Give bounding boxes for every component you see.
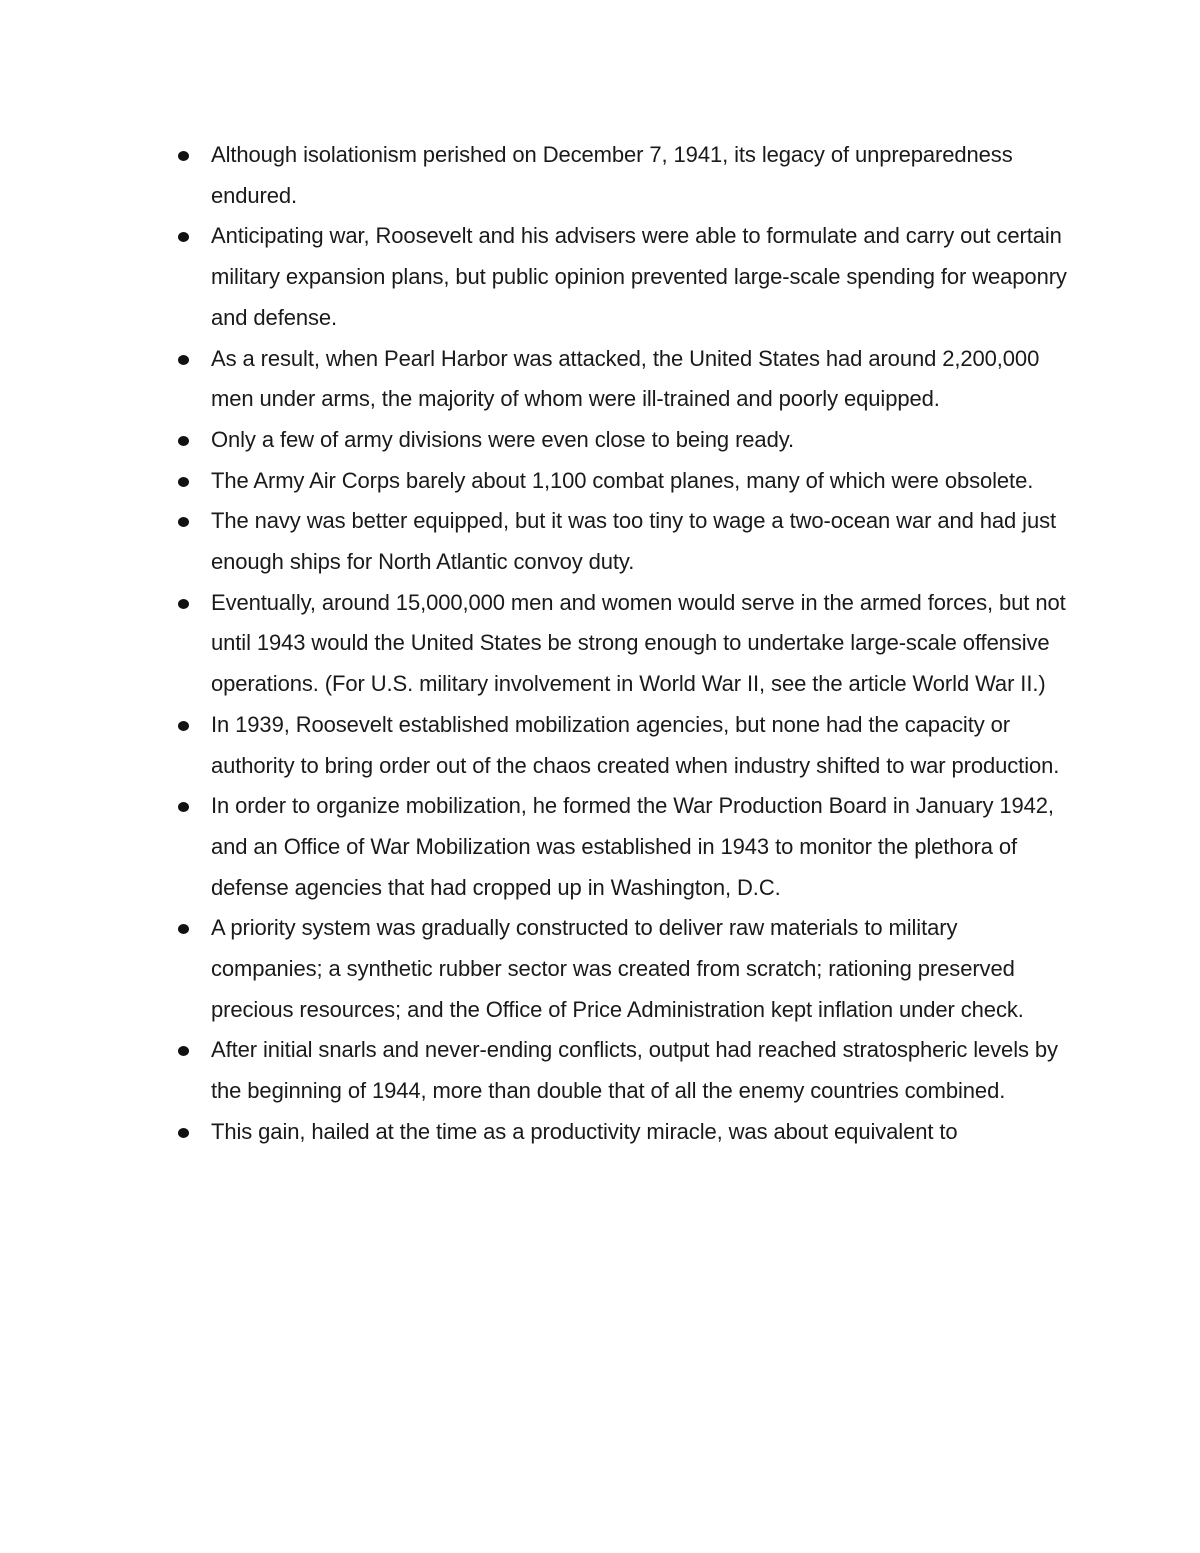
list-item <box>0 1030 1071 1111</box>
bullet-dot-icon <box>178 355 189 365</box>
list-item <box>0 1112 1071 1153</box>
list-item <box>0 216 1071 338</box>
bullet-text: Eventually, around 15,000,000 men and women would serve in the armed forces, but not until 1943 would the United States be strong enough to undertake large-scale offensive operations. (For U.S. military involvement in World War II, see the article World War II.) <box>211 589 1066 697</box>
bullet-text: Only a few of army divisions were even close to being ready. <box>211 426 794 452</box>
bullet-dot-icon <box>178 151 189 161</box>
list-item <box>0 420 1071 461</box>
bullet-dot-icon <box>178 517 189 527</box>
list-item <box>0 786 1071 908</box>
bullet-list <box>0 135 1200 1153</box>
bullet-dot-icon <box>178 1046 189 1056</box>
bullet-text: This gain, hailed at the time as a productivity miracle, was about equivalent to <box>211 1118 958 1144</box>
list-item <box>0 908 1071 1030</box>
bullet-text: The navy was better equipped, but it was too tiny to wage a two-ocean war and had just enough ships for North Atlantic convoy duty. <box>211 508 1057 575</box>
bullet-text: Although isolationism perished on December 7, 1941, its legacy of unpreparedness endured. <box>211 142 1013 208</box>
bullet-dot-icon <box>178 802 189 812</box>
bullet-dot-icon <box>178 436 189 446</box>
bullet-dot-icon <box>178 477 189 487</box>
bullet-dot-icon <box>178 1128 189 1138</box>
bullet-text: In order to organize mobilization, he formed the War Production Board in January 1942, and an Office of War Mobilization was established in 1943 to monitor the plethora of defense agencies that had cropped up in Washington, D.C. <box>211 793 1054 900</box>
bullet-dot-icon <box>178 721 189 731</box>
list-item <box>0 501 1071 582</box>
bullet-text: In 1939, Roosevelt established mobilization agencies, but none had the capacity or authority to bring order out of the chaos created when industry shifted to war production. <box>211 711 1060 778</box>
list-item <box>0 583 1071 705</box>
bullet-text: Anticipating war, Roosevelt and his advisers were able to formulate and carry out certain military expansion plans, but public opinion prevented large-scale spending for weaponry and defense. <box>211 223 1067 330</box>
bullet-text: As a result, when Pearl Harbor was attacked, the United States had around 2,200,000 men under arms, the majority of whom were ill-trained and poorly equipped. <box>211 345 1040 412</box>
bullet-dot-icon <box>178 232 189 242</box>
list-item <box>0 705 1071 786</box>
list-item <box>0 461 1071 502</box>
bullet-dot-icon <box>178 924 189 934</box>
bullet-text: After initial snarls and never-ending conflicts, output had reached stratospheric levels by the beginning of 1944, more than double that of all the enemy countries combined. <box>211 1037 1058 1104</box>
bullet-text: The Army Air Corps barely about 1,100 combat planes, many of which were obsolete. <box>211 467 1034 493</box>
bullet-text: A priority system was gradually constructed to deliver raw materials to military companies; a synthetic rubber sector was created from scratch; rationing preserved precious resources; and the Office of Price Administration kept inflation under check. <box>211 915 1024 1022</box>
bullet-dot-icon <box>178 599 189 609</box>
list-item <box>0 339 1071 420</box>
list-item <box>0 135 1071 216</box>
